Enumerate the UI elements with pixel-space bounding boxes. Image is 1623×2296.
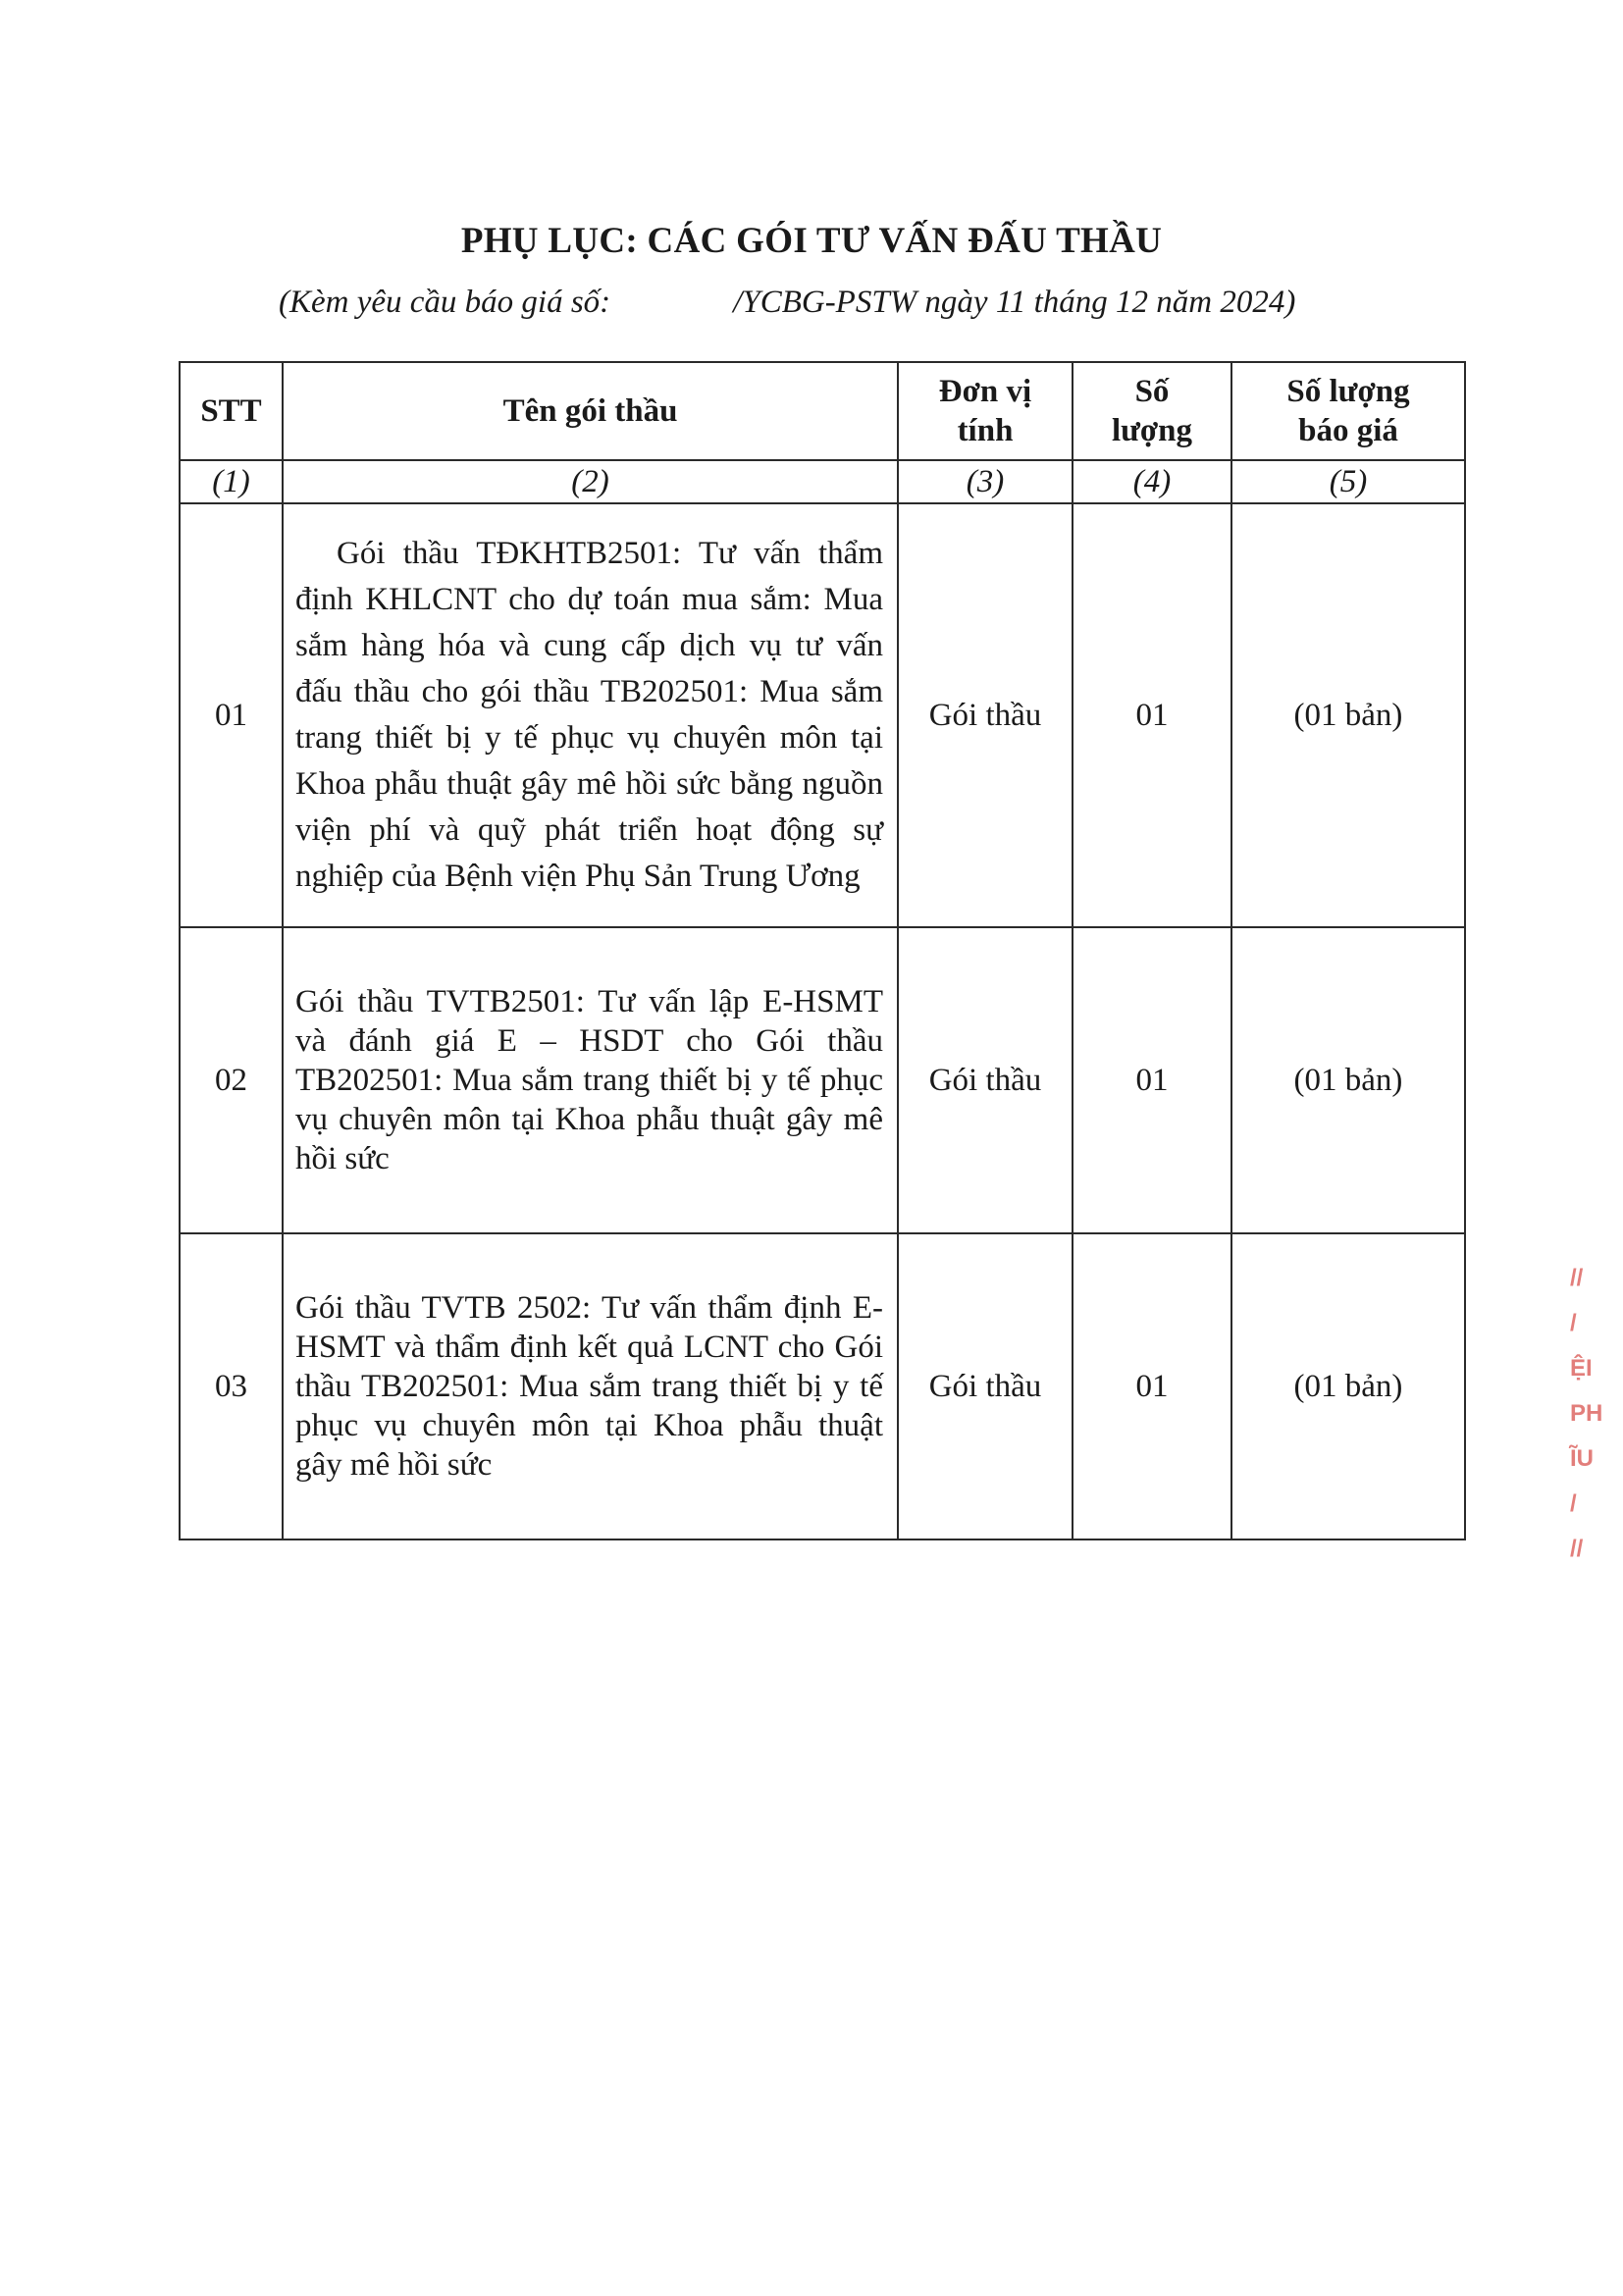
header-qty-line2: lượng (1111, 413, 1193, 448)
stamp-mark: ỆI (1570, 1355, 1593, 1382)
stamp-mark: // (1570, 1265, 1584, 1291)
header-unit-line1: Đơn vị (938, 374, 1032, 409)
header-name: Tên gói thầu (283, 362, 898, 460)
header-unit-line2: tính (957, 413, 1014, 448)
bid-package-table (179, 361, 1466, 1540)
stamp-mark: / (1570, 1490, 1577, 1517)
table-row (180, 503, 1465, 927)
header-stt: STT (180, 362, 283, 460)
row-package-name: Gói thầu TVTB2501: Tư vấn lập E-HSMT và đánh giá E – HSDT cho Gói thầu TB202501: Mua sắm trang thiết bị y tế phục vụ chuyên môn tại Khoa phẫu thuật gây mê hồi sức (283, 927, 898, 1233)
header-unit (898, 362, 1073, 460)
column-number: (4) (1073, 460, 1231, 503)
subtitle-right: /YCBG-PSTW ngày 11 tháng 12 năm 2024) (733, 285, 1296, 320)
column-number: (5) (1231, 460, 1465, 503)
row-unit: Gói thầu (898, 1233, 1073, 1539)
red-stamp-fragment (1570, 1256, 1609, 1562)
header-qty-line1: Số (1134, 374, 1170, 409)
stamp-mark: // (1570, 1536, 1584, 1562)
header-quote-line2: báo giá (1298, 413, 1398, 448)
header-quote (1231, 362, 1465, 460)
row-qty: 01 (1073, 927, 1231, 1233)
row-stt: 03 (180, 1233, 283, 1539)
subtitle-left: (Kèm yêu cầu báo giá số: (279, 285, 611, 320)
column-number: (3) (898, 460, 1073, 503)
header-row (180, 362, 1465, 460)
row-qty: 01 (1073, 1233, 1231, 1539)
row-quote: (01 bản) (1231, 1233, 1465, 1539)
row-unit: Gói thầu (898, 927, 1073, 1233)
page-subtitle (279, 285, 1295, 321)
row-stt: 02 (180, 927, 283, 1233)
table-row (180, 1233, 1465, 1539)
page-title: PHỤ LỤC: CÁC GÓI TƯ VẤN ĐẤU THẦU (460, 221, 1163, 261)
row-quote: (01 bản) (1231, 503, 1465, 927)
column-number-row (180, 460, 1465, 503)
row-quote: (01 bản) (1231, 927, 1465, 1233)
stamp-mark: PH (1570, 1400, 1603, 1427)
row-package-name: Gói thầu TVTB 2502: Tư vấn thẩm định E-HSMT và thẩm định kết quả LCNT cho Gói thầu TB202501: Mua sắm trang thiết bị y tế phục vụ chuyên môn tại Khoa phẫu thuật gây mê hồi sức (283, 1233, 898, 1539)
column-number: (1) (180, 460, 283, 503)
stamp-mark: / (1570, 1310, 1577, 1336)
row-unit: Gói thầu (898, 503, 1073, 927)
header-qty (1073, 362, 1231, 460)
column-number: (2) (283, 460, 898, 503)
row-package-name: Gói thầu TĐKHTB2501: Tư vấn thẩm định KHLCNT cho dự toán mua sắm: Mua sắm hàng hóa và cung cấp dịch vụ tư vấn đấu thầu cho gói thầu TB202501: Mua sắm trang thiết bị y tế phục vụ chuyên môn tại Khoa phẫu thuật gây mê hồi sức bằng nguồn viện phí và quỹ phát triển hoạt động sự nghiệp của Bệnh viện Phụ Sản Trung Ương (283, 503, 898, 927)
stamp-mark: ĨU (1570, 1445, 1594, 1472)
table-row (180, 927, 1465, 1233)
header-quote-line1: Số lượng (1286, 374, 1410, 409)
row-stt: 01 (180, 503, 283, 927)
row-qty: 01 (1073, 503, 1231, 927)
